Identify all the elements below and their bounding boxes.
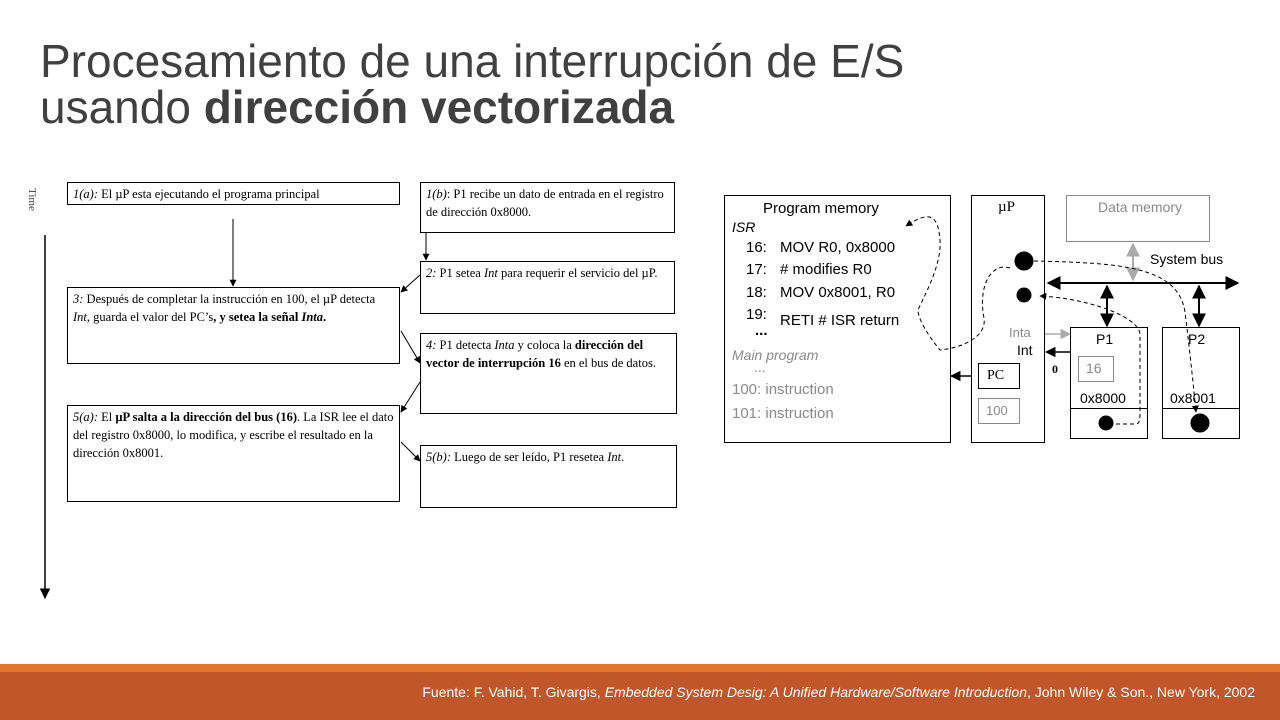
int-value: 0 — [1052, 362, 1058, 376]
step-text: para requerir el servicio del µP. — [497, 266, 658, 280]
step-text: El — [98, 410, 116, 424]
up-dot-top — [1015, 252, 1033, 270]
pc-value: 100 — [986, 403, 1008, 418]
footer-prefix: Fuente: F. Vahid, T. Givargis, — [422, 684, 605, 700]
isr-line-18-addr: 18: — [746, 284, 767, 301]
title-line-1: Procesamiento de una interrupción de E/S — [40, 35, 905, 87]
title-line-2-bold: dirección vectorizada — [203, 81, 675, 133]
isr-line-19-addr: 19: — [746, 306, 767, 323]
step-text: en el bus de datos. — [560, 356, 656, 370]
pc-label: PC — [987, 368, 1005, 383]
isr-ellipsis: ... — [755, 322, 768, 339]
footer — [0, 672, 1280, 720]
p2-label: P2 — [1188, 331, 1206, 347]
p1-vector-value: 16 — [1086, 360, 1102, 376]
arrow-2-to-3 — [401, 275, 420, 292]
main-program-label: Main program — [732, 347, 819, 363]
p1-label: P1 — [1096, 331, 1114, 347]
isr-line-19-code: RETI # ISR return — [780, 312, 900, 329]
p1-address: 0x8000 — [1080, 390, 1126, 406]
p1-register-dot — [1099, 416, 1114, 431]
inta-label: Inta — [1009, 325, 1031, 340]
step-text: Después de completar la instrucción en 100, el µP detecta — [83, 292, 376, 306]
inta-term: Inta — [494, 338, 515, 352]
data-memory-label: Data memory — [1098, 199, 1183, 215]
step-tag: 3: — [73, 292, 84, 306]
step-bold: µP salta a la dirección del bus (16) — [115, 410, 297, 424]
arrow-5a-to-5b — [401, 442, 420, 461]
isr-line-16-code: MOV R0, 0x8000 — [780, 239, 896, 256]
main-line-100: 100: instruction — [732, 381, 834, 398]
isr-line-17-addr: 17: — [746, 261, 767, 278]
p2-address: 0x8001 — [1170, 390, 1216, 406]
p2-register-dot — [1191, 414, 1209, 432]
isr-label: ISR — [732, 219, 756, 235]
isr-line-16-addr: 16: — [746, 239, 767, 256]
int-label: Int — [1017, 342, 1033, 358]
int-term: Int — [607, 450, 622, 464]
step-bold: , y setea la señal — [213, 310, 302, 324]
dashed-flow-return-to-isr — [906, 217, 1010, 350]
footer-accent-bar — [0, 664, 1280, 672]
up-dot-bottom — [1017, 288, 1032, 303]
step-tag: 5(b): — [426, 450, 451, 464]
arrow-4-to-5a — [401, 382, 420, 412]
footer-book-title: Embedded System Desig: A Unified Hardware/Software Introduction — [604, 684, 1027, 700]
step-text: : P1 recibe un dato de entrada en el registro de dirección 0x8000. — [426, 187, 664, 219]
step-text: P1 setea — [436, 266, 484, 280]
isr-line-17-code: # modifies R0 — [780, 261, 872, 278]
time-axis-label: Time — [26, 188, 38, 211]
footer-source-citation — [422, 684, 1255, 700]
int-term: Int — [73, 310, 87, 324]
step-bold: . — [323, 310, 327, 324]
dashed-flow-p1-to-up — [1040, 296, 1140, 424]
int-term: Int — [483, 266, 498, 280]
main-ellipsis: ... — [754, 359, 766, 375]
step-text: , guarda el valor del PC’s — [86, 310, 214, 324]
step-text: P1 detecta — [436, 338, 495, 352]
step-tag: 1(a): — [73, 187, 98, 201]
footer-suffix: , John Wiley & Son., New York, 2002 — [1026, 684, 1255, 700]
arrow-3-to-4 — [401, 331, 420, 363]
step-tag: 4: — [426, 338, 437, 352]
step-text: y coloca la — [514, 338, 575, 352]
inta-term: Inta — [301, 310, 323, 324]
step-tag: 5(a): — [73, 410, 98, 424]
title-line-2-prefix: usando — [40, 81, 204, 133]
microprocessor-label: µP — [998, 199, 1015, 215]
main-line-101: 101: instruction — [732, 405, 834, 422]
program-memory-title: Program memory — [763, 200, 879, 217]
step-text: . — [621, 450, 625, 464]
isr-line-18-code: MOV 0x8001, R0 — [780, 284, 896, 301]
step-bold: dirección del vector de interrupción 16 — [426, 338, 644, 370]
step-text: . La ISR lee el dato del registro 0x8000, lo modifica, y escribe el resultado en la dirección 0x8001. — [73, 410, 394, 460]
step-text: El µP esta ejecutando el programa principal — [98, 187, 320, 201]
system-bus-label: System bus — [1150, 251, 1224, 267]
step-tag: 2: — [426, 266, 437, 280]
step-text: Luego de ser leído, P1 resetea — [451, 450, 608, 464]
step-tag: 1(b) — [426, 187, 447, 201]
